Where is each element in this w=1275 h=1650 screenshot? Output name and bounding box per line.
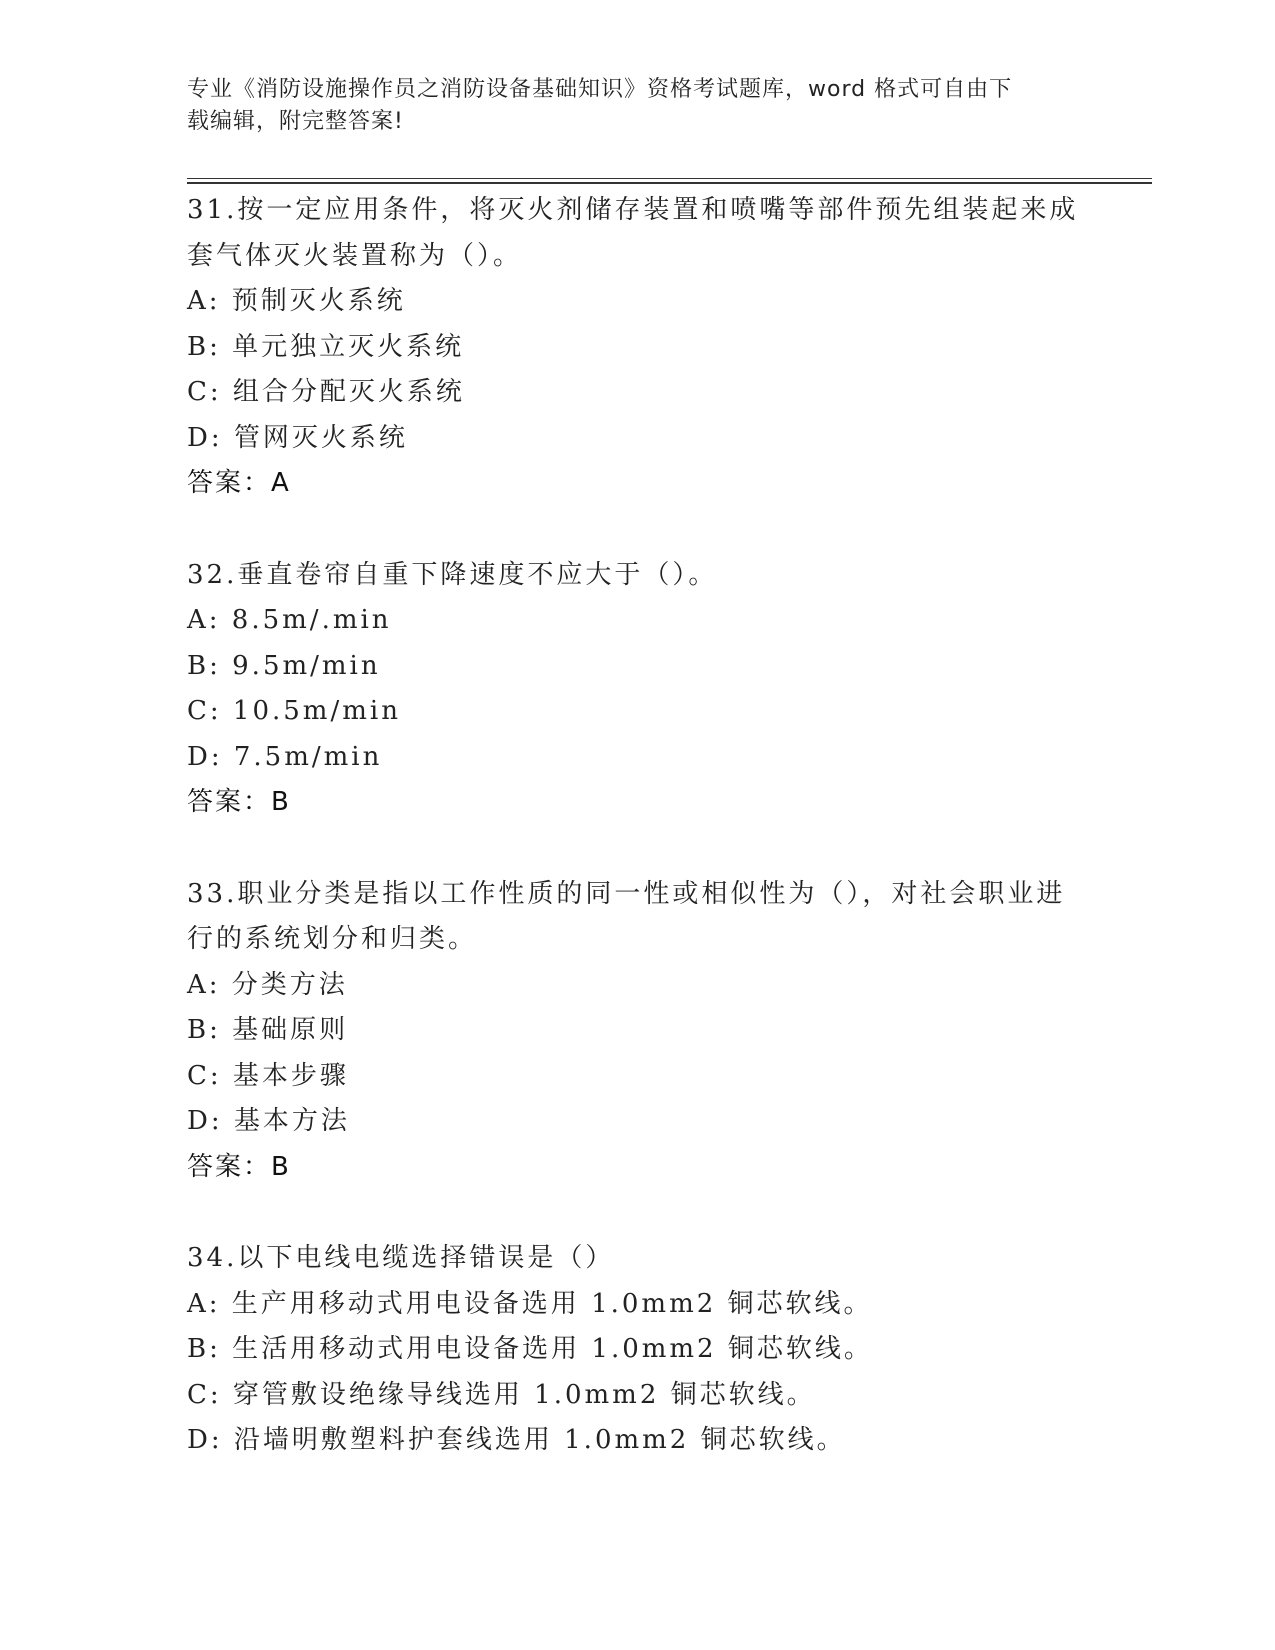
option-c: C: 基本步骤 bbox=[187, 1060, 349, 1091]
option-c: C: 穿管敷设绝缘导线选用 1.0mm2 铜芯软线。 bbox=[187, 1379, 816, 1410]
question-stem-line: 31.按一定应用条件，将灭火剂储存装置和喷嘴等部件预先组装起来成 bbox=[187, 195, 1079, 225]
option-d: D: 管网灭火系统 bbox=[187, 422, 408, 453]
question-32 bbox=[187, 553, 1087, 826]
question-34 bbox=[187, 1236, 1087, 1464]
document-header bbox=[187, 74, 1077, 138]
option-b: B: 基础原则 bbox=[187, 1015, 349, 1045]
question-33 bbox=[187, 872, 1087, 1191]
question-stem-line: 行的系统划分和归类。 bbox=[187, 924, 478, 954]
header-line-2: 载编辑，附完整答案! bbox=[187, 109, 404, 134]
question-stem-line: 32.垂直卷帘自重下降速度不应大于（）。 bbox=[187, 559, 718, 590]
header-line-1: 专业《消防设施操作员之消防设备基础知识》资格考试题库，word 格式可自由下 bbox=[187, 77, 1013, 102]
answer-line: 答案：B bbox=[187, 1151, 291, 1182]
question-stem-line: 套气体灭火装置称为（）。 bbox=[187, 240, 523, 271]
option-c: C: 组合分配灭火系统 bbox=[187, 377, 465, 407]
option-d: D: 基本方法 bbox=[187, 1106, 350, 1136]
option-c: C: 10.5m/min bbox=[187, 696, 401, 726]
header-divider-thin bbox=[187, 178, 1152, 179]
question-list bbox=[187, 188, 1087, 1464]
option-a: A: 生产用移动式用电设备选用 1.0mm2 铜芯软线。 bbox=[187, 1288, 873, 1319]
answer-line: 答案：A bbox=[187, 468, 291, 498]
option-d: D: 沿墙明敷塑料护套线选用 1.0mm2 铜芯软线。 bbox=[187, 1425, 846, 1455]
option-d: D: 7.5m/min bbox=[187, 741, 383, 772]
option-b: B: 9.5m/min bbox=[187, 650, 381, 681]
question-stem-line: 33.职业分类是指以工作性质的同一性或相似性为（），对社会职业进 bbox=[187, 878, 1066, 909]
option-b: B: 生活用移动式用电设备选用 1.0mm2 铜芯软线。 bbox=[187, 1334, 873, 1364]
option-a: A: 8.5m/.min bbox=[187, 605, 392, 635]
question-stem-line: 34.以下电线电缆选择错误是（） bbox=[187, 1243, 615, 1273]
option-b: B: 单元独立灭火系统 bbox=[187, 331, 465, 362]
header-divider-thick bbox=[187, 182, 1152, 184]
option-a: A: 预制灭火系统 bbox=[187, 286, 406, 316]
option-a: A: 分类方法 bbox=[187, 969, 348, 1000]
answer-line: 答案：B bbox=[187, 787, 291, 817]
question-31 bbox=[187, 188, 1087, 507]
